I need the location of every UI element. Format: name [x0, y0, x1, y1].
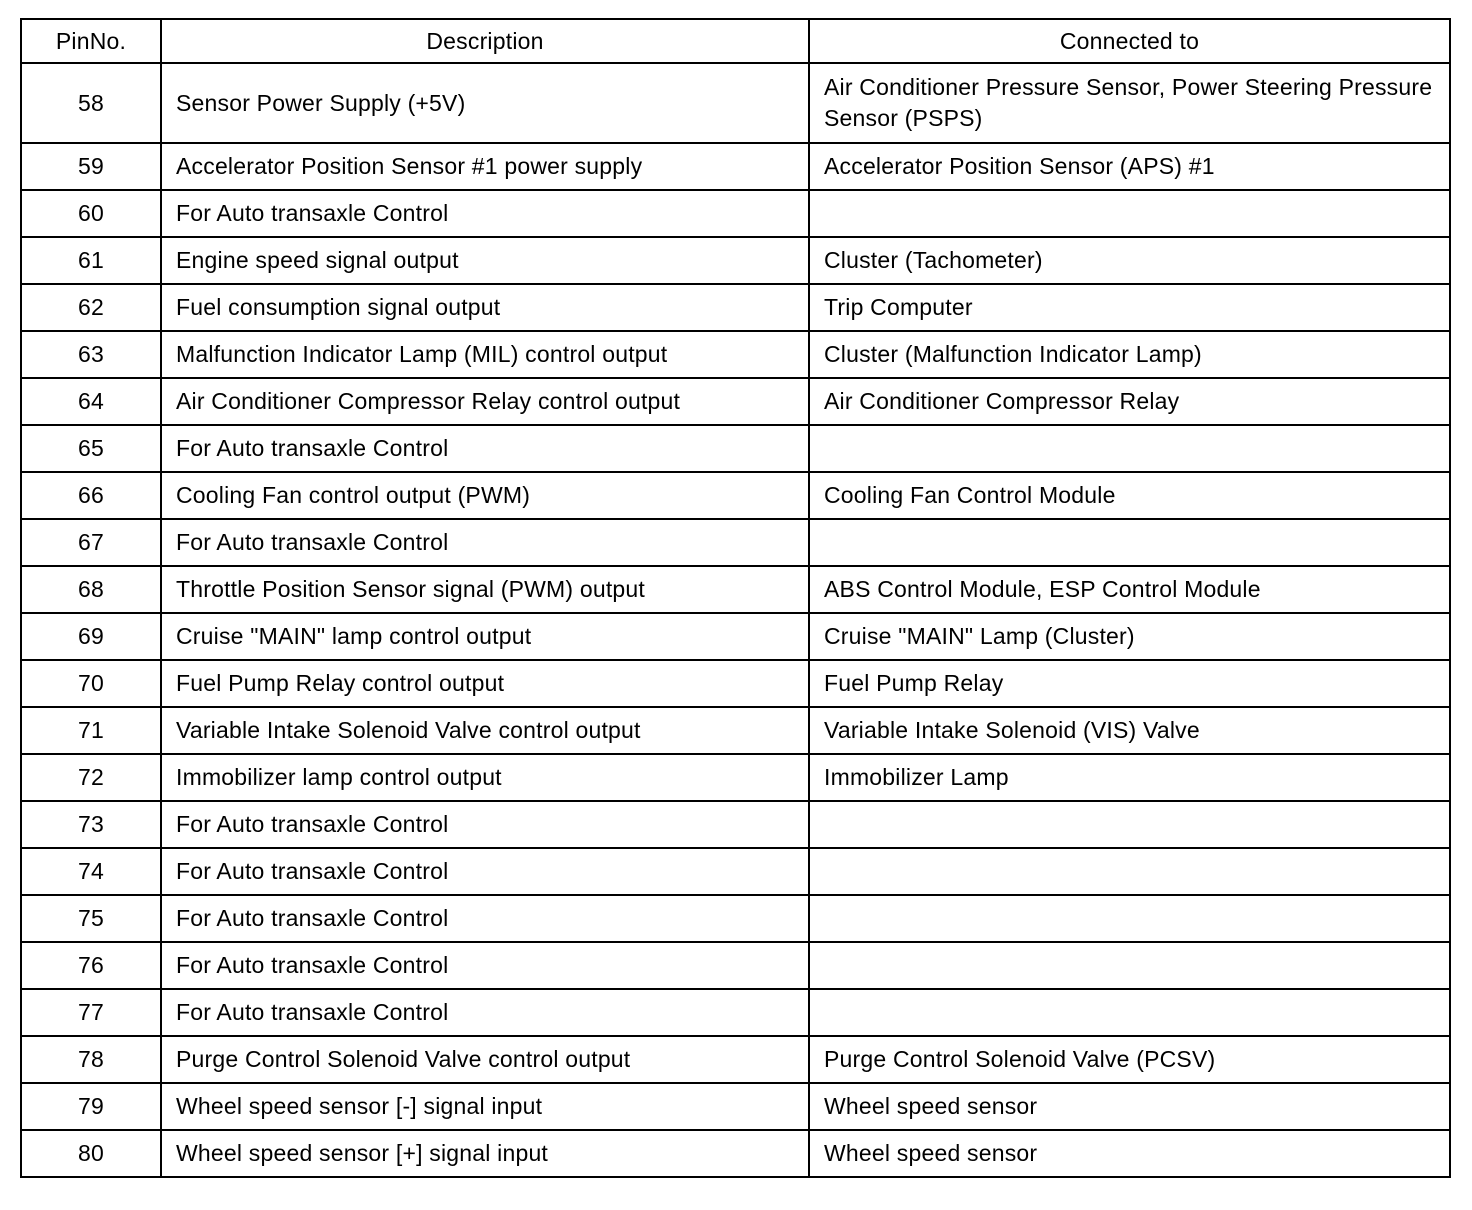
pin-cell: 74 — [21, 848, 161, 895]
connected-cell — [809, 895, 1450, 942]
pin-cell: 62 — [21, 284, 161, 331]
connected-cell: Cluster (Tachometer) — [809, 237, 1450, 284]
connected-cell: Cooling Fan Control Module — [809, 472, 1450, 519]
connected-cell: Purge Control Solenoid Valve (PCSV) — [809, 1036, 1450, 1083]
description-cell: Air Conditioner Compressor Relay control output — [161, 378, 809, 425]
header-row — [21, 19, 1450, 63]
connected-cell — [809, 848, 1450, 895]
pin-cell: 61 — [21, 237, 161, 284]
description-cell: Purge Control Solenoid Valve control output — [161, 1036, 809, 1083]
connected-cell: Wheel speed sensor — [809, 1130, 1450, 1177]
table-row — [21, 801, 1450, 848]
table-row — [21, 754, 1450, 801]
table-row — [21, 989, 1450, 1036]
connected-cell: Fuel Pump Relay — [809, 660, 1450, 707]
pin-cell: 70 — [21, 660, 161, 707]
table-row — [21, 331, 1450, 378]
description-cell: For Auto transaxle Control — [161, 519, 809, 566]
connected-cell: ABS Control Module, ESP Control Module — [809, 566, 1450, 613]
connected-cell: Cruise "MAIN" Lamp (Cluster) — [809, 613, 1450, 660]
table-row — [21, 519, 1450, 566]
pin-cell: 79 — [21, 1083, 161, 1130]
table-row — [21, 284, 1450, 331]
description-cell: Cruise "MAIN" lamp control output — [161, 613, 809, 660]
description-cell: Accelerator Position Sensor #1 power supply — [161, 143, 809, 190]
pin-cell: 60 — [21, 190, 161, 237]
connected-cell: Cluster (Malfunction Indicator Lamp) — [809, 331, 1450, 378]
description-cell: Fuel consumption signal output — [161, 284, 809, 331]
connected-cell — [809, 942, 1450, 989]
pin-cell: 72 — [21, 754, 161, 801]
pin-cell: 58 — [21, 63, 161, 143]
pin-cell: 67 — [21, 519, 161, 566]
description-cell: For Auto transaxle Control — [161, 190, 809, 237]
table-row — [21, 660, 1450, 707]
connected-cell: Wheel speed sensor — [809, 1083, 1450, 1130]
pin-cell: 80 — [21, 1130, 161, 1177]
table-row — [21, 613, 1450, 660]
table-row — [21, 566, 1450, 613]
description-cell: For Auto transaxle Control — [161, 895, 809, 942]
description-cell: For Auto transaxle Control — [161, 801, 809, 848]
pin-cell: 73 — [21, 801, 161, 848]
pin-cell: 71 — [21, 707, 161, 754]
pin-cell: 78 — [21, 1036, 161, 1083]
connected-cell — [809, 425, 1450, 472]
connected-cell — [809, 801, 1450, 848]
description-cell: For Auto transaxle Control — [161, 989, 809, 1036]
table-row — [21, 848, 1450, 895]
pin-cell: 64 — [21, 378, 161, 425]
pin-cell: 75 — [21, 895, 161, 942]
table-row — [21, 190, 1450, 237]
table-row — [21, 707, 1450, 754]
connected-cell: Air Conditioner Compressor Relay — [809, 378, 1450, 425]
connected-cell — [809, 989, 1450, 1036]
pin-cell: 77 — [21, 989, 161, 1036]
connected-cell — [809, 519, 1450, 566]
table-row — [21, 895, 1450, 942]
table-row — [21, 378, 1450, 425]
description-cell: Sensor Power Supply (+5V) — [161, 63, 809, 143]
pin-cell: 66 — [21, 472, 161, 519]
table-row — [21, 1036, 1450, 1083]
connected-cell: Immobilizer Lamp — [809, 754, 1450, 801]
header-description: Description — [161, 19, 809, 63]
description-cell: For Auto transaxle Control — [161, 425, 809, 472]
pin-cell: 65 — [21, 425, 161, 472]
pin-cell: 63 — [21, 331, 161, 378]
pin-cell: 76 — [21, 942, 161, 989]
table-row — [21, 1130, 1450, 1177]
header-pin: PinNo. — [21, 19, 161, 63]
description-cell: For Auto transaxle Control — [161, 942, 809, 989]
table-row — [21, 237, 1450, 284]
pin-cell: 69 — [21, 613, 161, 660]
connected-cell — [809, 190, 1450, 237]
table-row — [21, 1083, 1450, 1130]
pin-cell: 59 — [21, 143, 161, 190]
description-cell: For Auto transaxle Control — [161, 848, 809, 895]
table-row — [21, 425, 1450, 472]
connected-cell: Variable Intake Solenoid (VIS) Valve — [809, 707, 1450, 754]
pin-table — [20, 18, 1451, 1178]
table-row — [21, 63, 1450, 143]
description-cell: Malfunction Indicator Lamp (MIL) control output — [161, 331, 809, 378]
description-cell: Wheel speed sensor [+] signal input — [161, 1130, 809, 1177]
description-cell: Cooling Fan control output (PWM) — [161, 472, 809, 519]
description-cell: Wheel speed sensor [-] signal input — [161, 1083, 809, 1130]
connected-cell: Accelerator Position Sensor (APS) #1 — [809, 143, 1450, 190]
connected-cell: Air Conditioner Pressure Sensor, Power Steering Pressure Sensor (PSPS) — [809, 63, 1450, 143]
description-cell: Variable Intake Solenoid Valve control output — [161, 707, 809, 754]
description-cell: Throttle Position Sensor signal (PWM) output — [161, 566, 809, 613]
table-row — [21, 942, 1450, 989]
table-row — [21, 143, 1450, 190]
pin-cell: 68 — [21, 566, 161, 613]
description-cell: Engine speed signal output — [161, 237, 809, 284]
table-row — [21, 472, 1450, 519]
description-cell: Fuel Pump Relay control output — [161, 660, 809, 707]
connected-cell: Trip Computer — [809, 284, 1450, 331]
header-connected: Connected to — [809, 19, 1450, 63]
description-cell: Immobilizer lamp control output — [161, 754, 809, 801]
